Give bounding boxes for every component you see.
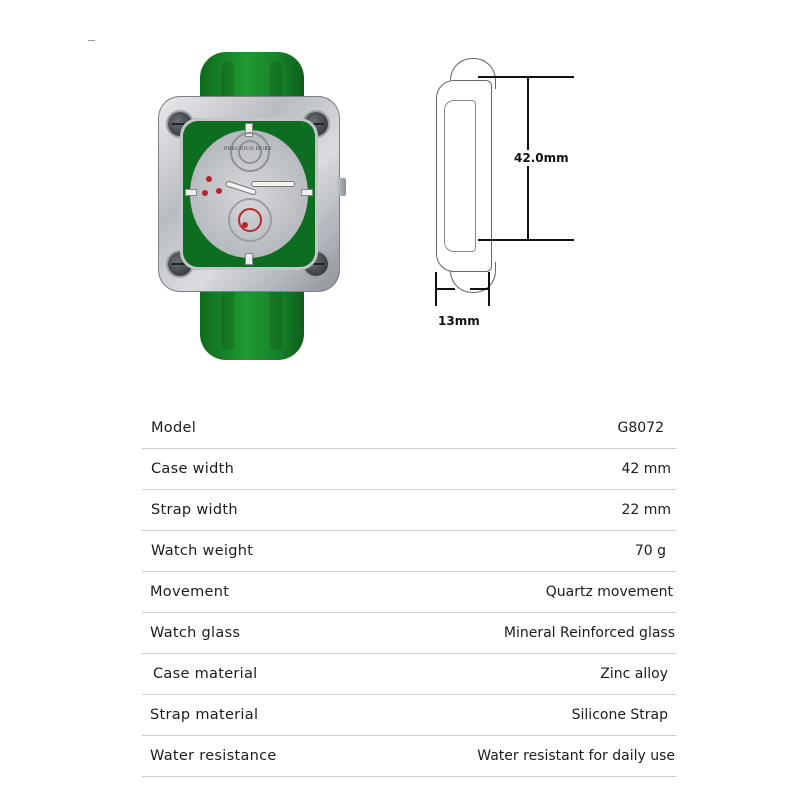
- hour-marker: [186, 190, 196, 195]
- spec-value: 22 mm: [621, 502, 671, 518]
- watch-product-image: [156, 40, 346, 360]
- spec-label: Watch glass: [150, 625, 241, 641]
- thickness-arrow-right: [470, 288, 490, 290]
- brand-logo-text: PRECIOUS DUKE: [223, 146, 273, 152]
- spec-row-case-material: [142, 654, 676, 695]
- spec-label: Movement: [150, 584, 230, 600]
- ruby-jewel: [242, 222, 248, 228]
- spec-row-watch-glass: [142, 613, 676, 654]
- spec-value: Quartz movement: [545, 584, 673, 600]
- spec-label: Strap width: [151, 502, 238, 518]
- spec-value: 42 mm: [621, 461, 671, 477]
- spec-label: Model: [151, 420, 197, 436]
- spec-value: Water resistant for daily use: [477, 748, 675, 764]
- ruby-jewel: [202, 190, 208, 196]
- spec-value: Zinc alloy: [600, 666, 668, 682]
- thickness-label: 13mm: [438, 314, 480, 328]
- corner-dash: [88, 40, 95, 41]
- spec-label: Water resistance: [150, 748, 277, 764]
- spec-row-watch-weight: [142, 531, 676, 572]
- spec-label: Case width: [151, 461, 235, 477]
- ruby-jewel: [216, 188, 222, 194]
- minute-hand: [252, 182, 294, 186]
- ruby-jewel: [206, 176, 212, 182]
- spec-row-strap-material: [142, 695, 676, 736]
- gear-ring: [238, 140, 262, 164]
- spec-row-movement: [142, 572, 676, 613]
- spec-row-model: [142, 408, 676, 449]
- spec-value: Silicone Strap: [571, 707, 668, 723]
- spec-value: G8072: [617, 420, 664, 436]
- spec-value: Mineral Reinforced glass: [503, 625, 675, 641]
- strap-groove: [222, 282, 234, 350]
- dimension-line-bottom: [478, 239, 574, 241]
- tourbillon-center: [238, 208, 262, 232]
- watch-crown: [336, 178, 346, 196]
- spec-table: [142, 408, 676, 777]
- spec-row-case-width: [142, 449, 676, 490]
- hour-marker: [246, 254, 252, 264]
- strap-groove: [270, 282, 282, 350]
- spec-label: Watch weight: [151, 543, 254, 559]
- hour-marker: [302, 190, 312, 195]
- spec-label: Strap material: [150, 707, 259, 723]
- spec-label: Case material: [153, 666, 258, 682]
- dimension-line-top: [478, 76, 574, 78]
- profile-glass: [444, 100, 476, 252]
- spec-row-strap-width: [142, 490, 676, 531]
- thickness-arrow-left: [435, 288, 455, 290]
- spec-value: 70 g: [634, 543, 666, 559]
- case-diameter-label: 42.0mm: [514, 151, 569, 165]
- watch-side-profile: [430, 50, 580, 340]
- spec-row-water-resistance: [142, 736, 676, 777]
